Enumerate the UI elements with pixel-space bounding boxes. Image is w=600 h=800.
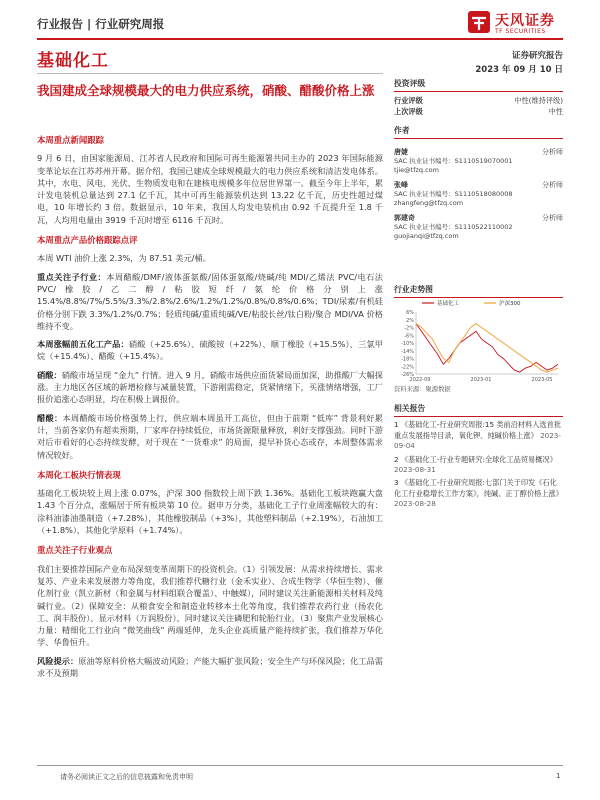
- wti-paragraph: 本周 WTI 油价上涨 2.3%，为 87.51 美元/桶。: [37, 253, 211, 264]
- title-divider: [37, 73, 383, 74]
- analyst-name: 张峰: [394, 181, 408, 189]
- top-bar: [37, 10, 563, 38]
- section-heading-trend: 本周化工板块行情表现: [37, 469, 121, 480]
- rating-heading: 投资评级: [394, 78, 563, 92]
- company-logo: [467, 8, 563, 40]
- header-divider: [37, 38, 563, 40]
- related-report-title: 1 《基础化工-行业研究周报:15 类前沿材料入选首批重点发展指导目录，氧化钾、纯碱价格上涨》: [394, 420, 562, 440]
- rating-row: [394, 95, 563, 106]
- related-report-title: 2 《基础化工-行业专题研究:全球化工品贸易概况》: [394, 454, 557, 464]
- analyst-card: [394, 214, 563, 241]
- related-report-item[interactable]: [394, 455, 563, 476]
- analyst-name: 唐婕: [394, 148, 408, 156]
- logo-text-en: TF SECURITIES: [495, 28, 546, 35]
- rating-value: 中性: [548, 107, 563, 116]
- rating-row: [394, 106, 563, 117]
- y-tick-label: -10%: [401, 341, 414, 347]
- sector-name: 基础化工: [37, 51, 109, 71]
- y-tick-label: -14%: [401, 348, 414, 355]
- related-report-date: 2023-08-31: [394, 465, 436, 475]
- legend-label: 基础化工: [437, 301, 460, 307]
- report-title: 我国建成全球规模最大的电力供应系统，硝酸、醋酸价格上涨: [37, 83, 375, 98]
- rating-value: 中性(维持评级): [514, 96, 563, 105]
- analysts-heading: 作者: [394, 125, 563, 139]
- nitric-paragraph: [37, 369, 383, 406]
- related-report-item[interactable]: [394, 478, 563, 509]
- sidebar: [394, 78, 563, 142]
- focus-label: 重点关注子行业：: [37, 271, 107, 282]
- risk-text: 原油等原料价格大幅波动风险；产能大幅扩张风险；安全生产与环保风险；化工品需求不及预期: [37, 655, 383, 678]
- logo-mark-icon: [467, 10, 491, 34]
- chart-source: 资料来源：聚源数据: [394, 386, 451, 393]
- chart-heading: 行业走势图: [394, 284, 563, 298]
- main-content: [37, 134, 383, 685]
- y-tick-label: 6%: [406, 310, 414, 316]
- top5-paragraph: [37, 338, 383, 363]
- trend-paragraph: 基础化工板块较上周上涨 0.07%，沪深 300 指数较上周下跌 1.36%。基础化工板块跑赢大盘 1.43 个百分点，涨幅居于所有板块第 10 位。据申万分类，基础化工子行业周涨幅较大的有：涂料油漆油墨制造（+7.28%），其他橡胶制品（+3%），其他塑料制品（+2.19%），石油加工（+1.8%），其他化学原料（+1.74%）。: [37, 488, 383, 536]
- trend-chart-svg: [394, 298, 563, 384]
- y-tick-label: -18%: [401, 356, 414, 363]
- rating-key: 上次评级: [394, 107, 423, 116]
- news-paragraph: 9 月 6 日，由国家能源局、江苏省人民政府和国际可再生能源署共同主办的 2023 年国际能源变革论坛在江苏苏州开幕。据介绍，我国已建成全球规模最大的电力供应系统和清洁发电体系。其中，水电、风电、光伏、生物质发电和在建核电规模多年位居世界第一。截至今年上半年，累计发电装机总量达到 27.1 亿千瓦，其中可再生能源装机达到 13.22 亿千瓦，历史性超过煤电，10 年增长约 3 倍。数据显示，10 年来，我国人均发电装机由 0.92 千瓦提升至 1.8 千瓦，人均用电量由 3919 千瓦时增至 6116 千瓦时。: [37, 153, 383, 225]
- acetic-paragraph: [37, 412, 383, 461]
- x-tick-label: 2023-01: [470, 377, 492, 383]
- acetic-text: 本周醋酸市场价格强势上行，供应端本周虽开工高位，但由于前期 “低库” 背景利好累计，当前各家仍有超卖预期，厂家库存持续低位，市场货源限量释放，利好支撑强劲。同时下游对后市看好的心态持续发酵，对于现在 “一货难求” 的局面，提早补货心态或存，本周整体需求情况较好。: [37, 412, 383, 460]
- analyst-email[interactable]: zhangfeng@tfzq.com: [394, 199, 464, 207]
- analyst-email[interactable]: guojianqi@tfzq.com: [394, 232, 459, 240]
- x-tick-label: 2023-05: [531, 377, 553, 383]
- related-report-date: 2023-09-04: [394, 430, 561, 451]
- analyst-card: [394, 181, 563, 208]
- focus-paragraph: [37, 271, 383, 332]
- analyst-name: 郭建奇: [394, 214, 415, 222]
- section-heading-news: 本周重点新闻跟踪: [37, 135, 104, 145]
- acetic-label: 醋酸：: [37, 412, 63, 423]
- series-line: [416, 324, 558, 373]
- footer-divider: [37, 765, 563, 766]
- report-category-tag: 行业报告 | 行业研究周报: [37, 17, 165, 31]
- disclaimer-text: 请务必阅读正文之后的信息披露和免责申明: [60, 773, 193, 781]
- legend-label: 沪深300: [499, 301, 521, 307]
- risk-paragraph: [37, 655, 383, 680]
- analyst-role: 分析师: [542, 181, 563, 189]
- rating-key: 行业评级: [394, 96, 423, 105]
- report-type: 证券研究报告: [511, 51, 563, 61]
- y-tick-label: -2%: [404, 325, 414, 332]
- related-heading: 相关报告: [394, 404, 563, 417]
- nitric-label: 硝酸：: [37, 369, 62, 380]
- x-tick-label: 2022-09: [409, 377, 431, 383]
- focus-text: 本周醋酸/DMF/液体蛋氨酸/固体蛋氨酸/烧碱/纯 MDI/乙烯法 PVC/电石法 PVC/橡胶/乙二醇/粘胶短纤/氨纶价格分别上涨 15.4%/8.8%/7%/5.5%/3.3%/2.8%/2.6%/1.2%/1.2%/0.8%/0.8%/0.6%；TDI/尿素/有机硅价格分别下跌 3.3%/1.2%/0.7%；轻质纯碱/重质纯碱/VE/粘胶长丝/钛白粉/聚合 MDI/VA 价格维持不变。: [37, 271, 383, 331]
- section-heading-price: 本周重点产品价格跟踪点评: [37, 235, 138, 246]
- section-heading-direction: 重点关注子行业观点: [37, 545, 113, 556]
- y-tick-label: -26%: [401, 372, 414, 378]
- related-report-item[interactable]: [394, 420, 563, 451]
- y-tick-label: -22%: [401, 364, 414, 371]
- y-tick-label: 2%: [406, 317, 414, 324]
- analyst-cert: SAC 执业证书编号：S1110522110002: [394, 223, 513, 231]
- y-tick-label: -6%: [404, 333, 414, 340]
- report-date: 2023 年 09 月 10 日: [475, 65, 563, 75]
- direction-paragraph: 我们主要推荐国际产业布局深刻变革周期下的投资机会。（1）引领发展：从需求持续增长、需求复苏、产业未来发展潜力等角度，我们推荐代糖行业（金禾实业）、合成生物学（华恒生物）、催化剂行业（凯立新材（和金属与材料组联合覆盖）、中触媒），同时建议关注新能源相关材料及纯碱行业。（2）保障安全：从粮食安全和制造业转移本土化等角度，我们推荐农药行业（扬农化工、润丰股份）、显示材料（万润股份），同时建议关注磷肥和轮胎行业。（3）聚焦产业发展核心力量：精细化工行业向 “微笑曲线” 两端延伸，龙头企业高质量产能持续扩张，我们推荐万华化学、华鲁恒升。: [37, 563, 383, 648]
- related-report-date: 2023-08-28: [394, 499, 436, 509]
- top5-label: 本周涨幅前五化工产品：: [37, 339, 129, 350]
- analyst-cert: SAC 执业证书编号：S1110519070001: [394, 157, 513, 165]
- analyst-email[interactable]: tjie@tfzq.com: [394, 166, 439, 174]
- top5-text: 硝酸（+25.6%）、硫酸铵（+22%）、顺丁橡胶（+15.5%）、三氯甲烷（+15.4%）、醋酸（+15.4%）。: [37, 339, 383, 362]
- industry-trend-chart: [394, 284, 563, 384]
- analyst-role: 分析师: [542, 214, 563, 222]
- related-reports: [394, 404, 563, 510]
- analyst-role: 分析师: [542, 148, 563, 156]
- analyst-cert: SAC 执业证书编号：S1110518080008: [394, 190, 513, 198]
- risk-label: 风险提示：: [37, 655, 79, 666]
- related-report-title: 3 《基础化工-行业研究周报:七部门关于印发《石化化工行业稳增长工作方案》，纯碱、正丁醇价格上涨》: [394, 478, 563, 498]
- nitric-text: 硝酸市场呈现 “金九” 行情。进入 9 月，硝酸市场供应面货紧局面加深，助推酸厂大幅探涨。主力地区各区域的新增检修与减量装置，下游刚需稳定，货紧情绪下，买涨情绪增强，工厂报价追涨心态明显，均在积极上调报价。: [37, 369, 383, 405]
- logo-text: 天风证券: [495, 13, 555, 29]
- page-number: 1: [556, 772, 561, 780]
- analyst-card: [394, 148, 563, 175]
